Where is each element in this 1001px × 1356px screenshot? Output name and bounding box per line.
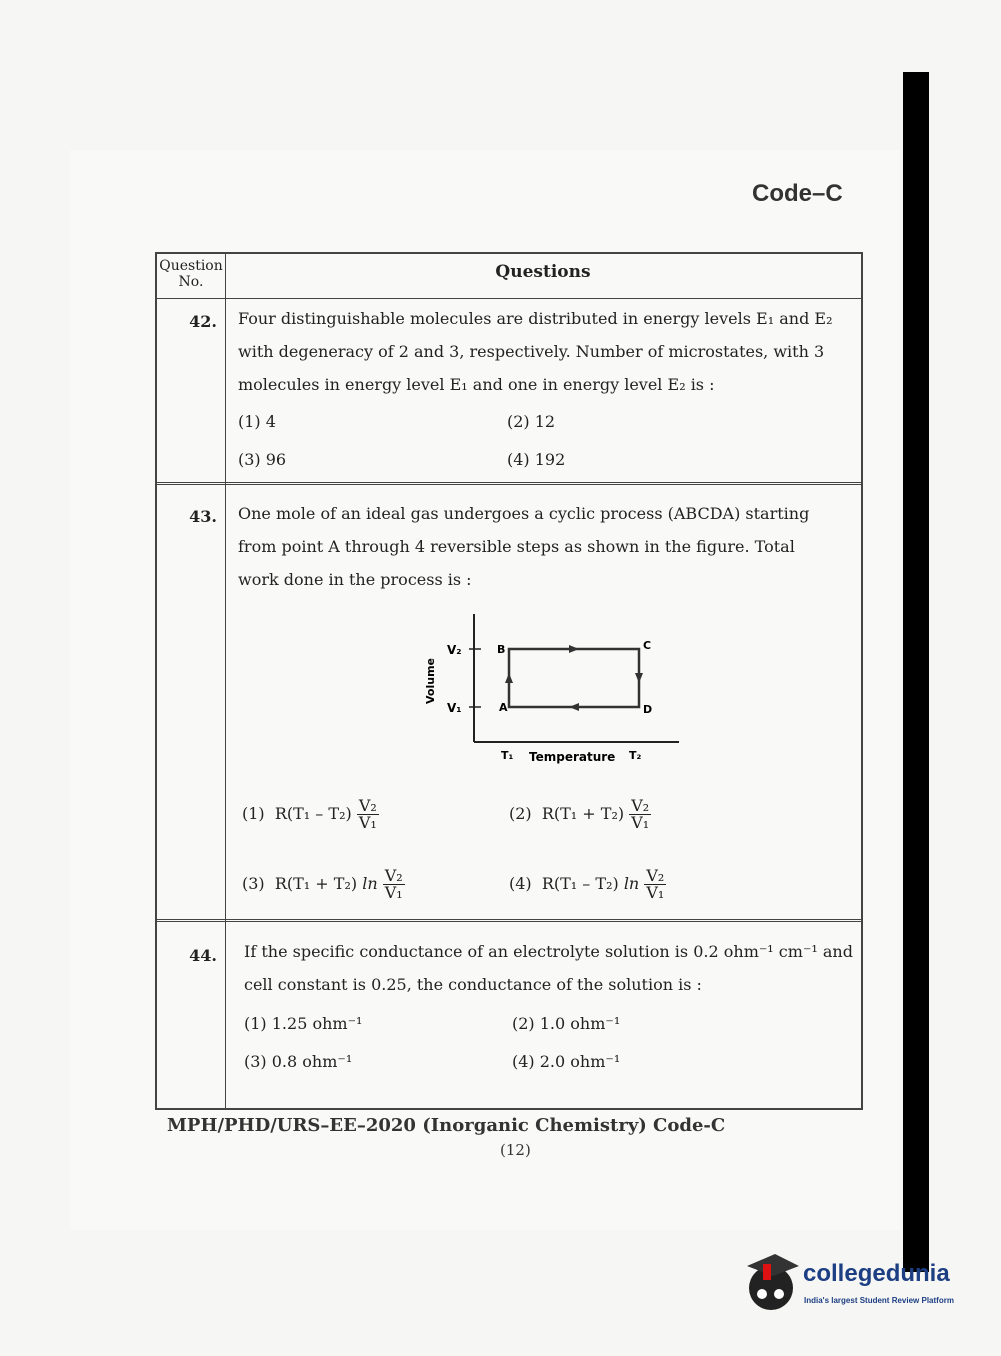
- denominator: V₁: [384, 883, 403, 902]
- q42-rule: [157, 482, 861, 485]
- q42-option-1: (1) 4: [238, 412, 276, 431]
- exam-code: Code–C: [752, 180, 843, 207]
- point-b: B: [497, 643, 506, 656]
- column-divider: [225, 254, 226, 1108]
- numerator: V₂: [631, 796, 650, 815]
- q43-number: 43.: [189, 507, 217, 526]
- fraction: [629, 798, 651, 831]
- q42-option-2: (2) 12: [507, 412, 556, 431]
- q43-option-3: [242, 868, 405, 901]
- logo-brand: collegedunia: [803, 1260, 950, 1287]
- question-table: [155, 252, 863, 1110]
- y-axis-label: Volume: [424, 658, 437, 704]
- v2-label: V₂: [447, 643, 462, 657]
- q44-number: 44.: [189, 946, 217, 965]
- denominator: V₁: [646, 883, 665, 902]
- q42-number: 42.: [189, 312, 217, 331]
- q43-text: [238, 497, 809, 596]
- q43-line: One mole of an ideal gas undergoes a cyclic process (ABCDA) starting: [238, 504, 810, 523]
- x-axis-label: Temperature: [529, 750, 616, 764]
- q42-line: Four distinguishable molecules are distributed in energy levels E₁ and E₂: [238, 309, 833, 328]
- q42-option-3: (3) 96: [238, 450, 287, 469]
- q44-option-2: (2) 1.0 ohm⁻¹: [512, 1014, 621, 1033]
- header-rule: [157, 298, 861, 299]
- point-c: C: [643, 639, 652, 652]
- header-question-no: Question No.: [159, 258, 223, 290]
- option-number: (2): [509, 804, 532, 823]
- point-a: A: [499, 701, 508, 714]
- option-number: (3): [242, 874, 265, 893]
- q42-line: molecules in energy level E₁ and one in energy level E₂ is :: [238, 375, 715, 394]
- option-expression: R(T₁ + T₂): [274, 874, 358, 893]
- option-expression: R(T₁ – T₂): [541, 874, 619, 893]
- cycle-diagram: [419, 609, 684, 774]
- q44-text: [244, 935, 853, 1001]
- option-number: (4): [509, 874, 532, 893]
- numerator: V₂: [646, 866, 665, 885]
- option-expression: R(T₁ – T₂): [274, 804, 352, 823]
- t2-label: T₂: [629, 749, 642, 762]
- q42-option-4: (4) 192: [507, 450, 566, 469]
- numerator: V₂: [384, 866, 403, 885]
- denominator: V₁: [631, 813, 650, 832]
- q44-option-4: (4) 2.0 ohm⁻¹: [512, 1052, 621, 1071]
- scan-edge-bar: [903, 72, 929, 1272]
- numerator: V₂: [358, 796, 377, 815]
- arrow-cd: [635, 673, 643, 683]
- logo-tagline: India's largest Student Review Platform: [804, 1296, 954, 1305]
- q44-option-3: (3) 0.8 ohm⁻¹: [244, 1052, 353, 1071]
- ln-symbol: ln: [362, 874, 378, 893]
- q43-option-4: [509, 868, 666, 901]
- denominator: V₁: [358, 813, 377, 832]
- option-expression: R(T₁ + T₂): [541, 804, 625, 823]
- fraction: [383, 868, 405, 901]
- cycle-path: [509, 649, 639, 707]
- q44-line: If the specific conductance of an electrolyte solution is 0.2 ohm⁻¹ cm⁻¹ and: [244, 942, 853, 961]
- q43-rule: [157, 919, 861, 922]
- q43-option-1: [242, 798, 379, 831]
- q42-line: with degeneracy of 2 and 3, respectively. Number of microstates, with 3: [238, 342, 825, 361]
- ln-symbol: ln: [623, 874, 640, 893]
- q44-line: cell constant is 0.25, the conductance of the solution is :: [244, 975, 702, 994]
- q44-option-1: (1) 1.25 ohm⁻¹: [244, 1014, 363, 1033]
- option-number: (1): [242, 804, 265, 823]
- q43-line: work done in the process is :: [238, 570, 472, 589]
- arrow-bc: [569, 645, 579, 653]
- collegedunia-logo: [745, 1250, 975, 1320]
- q42-text: [238, 302, 833, 401]
- fraction: [357, 798, 379, 831]
- q43-line: from point A through 4 reversible steps as shown in the figure. Total: [238, 537, 795, 556]
- page-number: (12): [500, 1141, 531, 1159]
- v1-label: V₁: [447, 701, 462, 715]
- arrow-ab: [505, 673, 513, 683]
- footer-title: MPH/PHD/URS–EE–2020 (Inorganic Chemistry) Code-C: [167, 1115, 726, 1136]
- q43-option-2: [509, 798, 651, 831]
- arrow-da: [569, 703, 579, 711]
- t1-label: T₁: [501, 749, 514, 762]
- mascot-icon: [745, 1250, 801, 1316]
- fraction: [644, 868, 666, 901]
- header-questions: Questions: [495, 262, 591, 282]
- point-d: D: [643, 703, 653, 716]
